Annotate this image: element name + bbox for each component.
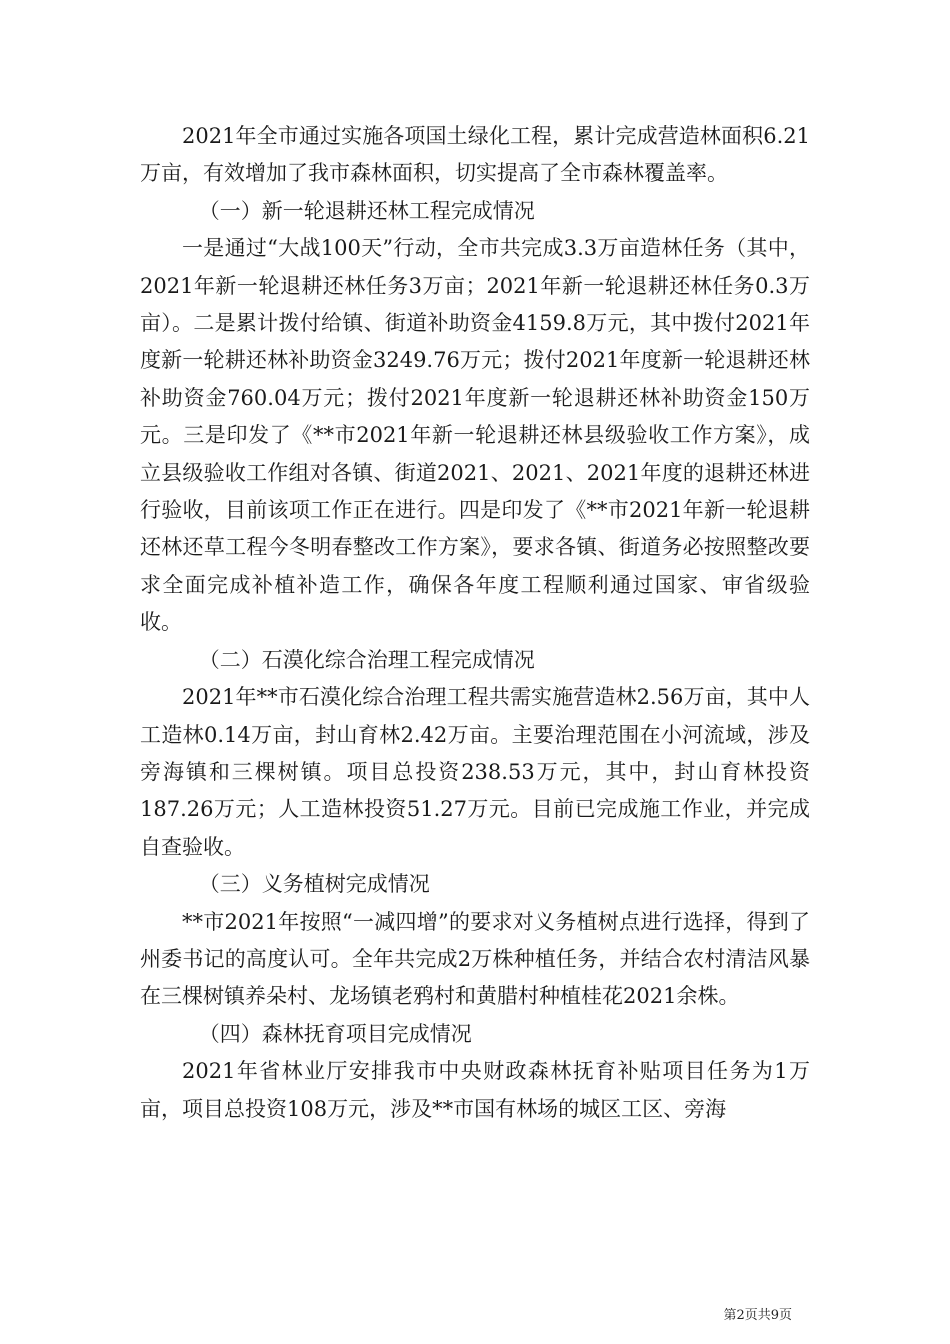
- paragraph-section-4: 2021年省林业厅安排我市中央财政森林抚育补贴项目任务为1万亩，项目总投资108万元，涉及**市国有林场的城区工区、旁海: [140, 1059, 810, 1121]
- section-heading-4: （四）森林抚育项目完成情况: [198, 1021, 472, 1046]
- section-heading-1: （一）新一轮退耕还林工程完成情况: [198, 198, 535, 223]
- document-body: [140, 118, 810, 1128]
- section-heading-2: （二）石漠化综合治理工程完成情况: [198, 647, 535, 672]
- paragraph-section-1: 一是通过“大战100天”行动，全市共完成3.3万亩造林任务（其中，2021年新一轮退耕还林任务3万亩；2021年新一轮退耕还林任务0.3万亩）。二是累计拨付给镇、街道补助资金4159.8万元，其中拨付2021年度新一轮耕还林补助资金3249.76万元；拨付2021年度新一轮退耕还林补助资金760.04万元；拨付2021年度新一轮退耕还林补助资金150万元。三是印发了《**市2021年新一轮退耕还林县级验收工作方案》，成立县级验收工作组对各镇、街道2021、2021、2021年度的退耕还林进行验收，目前该项工作正在进行。四是印发了《**市2021年新一轮退耕还林还草工程今冬明春整改工作方案》，要求各镇、街道务必按照整改要求全面完成补植补造工作，确保各年度工程顺利通过国家、审省级验收。: [140, 236, 810, 635]
- page-number-footer: 第2页共9页: [723, 1308, 792, 1323]
- paragraph-intro: 2021年全市通过实施各项国土绿化工程，累计完成营造林面积6.21万亩，有效增加了我市森林面积，切实提高了全市森林覆盖率。: [140, 124, 810, 186]
- section-heading-3: （三）义务植树完成情况: [198, 872, 430, 897]
- paragraph-section-3: **市2021年按照“一减四增”的要求对义务植树点进行选择，得到了州委书记的高度认可。全年共完成2万株种植任务，并结合农村清洁风暴在三棵树镇养朵村、龙场镇老鸦村和黄腊村种植桂花2021余株。: [140, 909, 810, 1009]
- paragraph-section-2: 2021年**市石漠化综合治理工程共需实施营造林2.56万亩，其中人工造林0.14万亩，封山育林2.42万亩。主要治理范围在小河流域，涉及旁海镇和三棵树镇。项目总投资238.53万元，其中，封山育林投资187.26万元；人工造林投资51.27万元。目前已完成施工作业，并完成自查验收。: [140, 685, 810, 859]
